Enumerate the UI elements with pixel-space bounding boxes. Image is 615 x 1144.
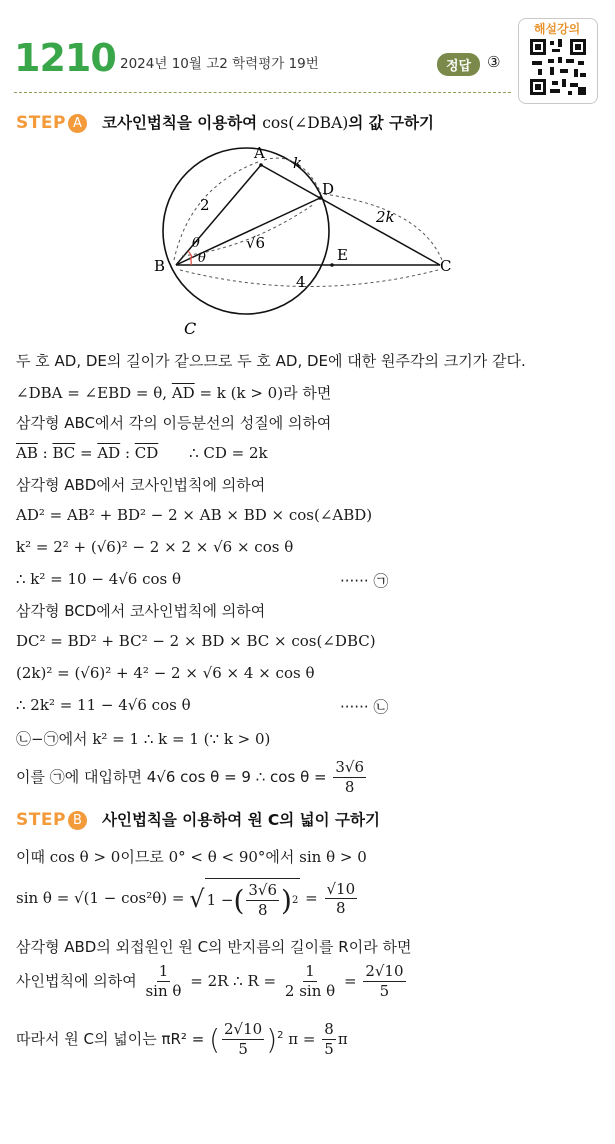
line-2 <box>16 382 331 403</box>
step-b-title: 사인법칙을 이용하여 원 C의 넓이 구하기 <box>102 811 380 829</box>
sin-lhs: sin θ = √(1 − cos²θ) = <box>16 888 185 907</box>
label-circle-C: C <box>184 319 197 338</box>
line-13: ㉡−㉠에서 k² = 1 ∴ k = 1 (∵ k > 0) <box>16 730 271 748</box>
line-10: DC² = BD² + BC² − 2 × BD × BC × cos(∠DBC) <box>16 632 376 650</box>
step-b-letter: B <box>68 811 87 830</box>
line-8-tag: ······ ㉠ <box>340 572 389 590</box>
answer-badge: 정답 <box>437 53 480 76</box>
label-A: A <box>254 144 265 162</box>
line-2b: $\overline{AD}$ <box>171 384 195 402</box>
b4-frac-2: $\frac{1}{\text{2 sin θ}}$ <box>284 962 336 1000</box>
angle-theta-1: θ <box>192 236 200 251</box>
tag-nieun: ㉡ <box>373 698 389 716</box>
geometry-figure <box>150 138 470 338</box>
line-b1: 이때 cos θ > 0이므로 0° < θ < 90°에서 sin θ > 0 <box>16 848 367 866</box>
problem-source: 2024년 10월 고2 학력평가 19번 <box>120 56 319 72</box>
line-11: (2k)² = (√6)² + 4² − 2 × √6 × 4 × cos θ <box>16 664 315 682</box>
inner-fraction: $\frac{3√6}{8}$ <box>248 881 278 919</box>
b5-text: 따라서 원 C의 넓이는 πR² = <box>16 1029 205 1048</box>
step-a-tag: STEP <box>16 113 66 133</box>
line-9: 삼각형 BCD에서 코사인법칙에 의하여 <box>16 602 266 620</box>
line-4: $\overline{AB}$ : $\overline{BC} = \overline{AD}$ : $\overline{CD}$ ∴ CD = 2k <box>16 444 268 462</box>
sin-eq: = <box>305 888 318 907</box>
line-14-text: 이를 ㉠에 대입하면 4√6 cos θ = 9 ∴ cos θ = <box>16 767 327 786</box>
b5-pi: π <box>337 1029 348 1048</box>
step-a-letter: A <box>68 114 87 133</box>
seg-AD: $\overline{AD}$ <box>97 444 121 462</box>
length-AD: k <box>293 154 303 172</box>
b4-frac-1: $\frac{1}{\text{sin θ}}$ <box>145 962 182 1000</box>
line-7: k² = 2² + (√6)² − 2 × 2 × √6 × cos θ <box>16 538 294 556</box>
seg-BC: $\overline{BC}$ <box>52 444 76 462</box>
sin-result-fraction: $\frac{√10}{8}$ <box>326 879 356 918</box>
angle-theta-2: θ <box>198 251 206 266</box>
cos-theta-fraction: $\frac{3√6}{8}$ <box>335 758 365 796</box>
line-5: 삼각형 ABD에서 코사인법칙에 의하여 <box>16 476 266 494</box>
line-6: AD² = AB² + BD² − 2 × AB × BD × cos(∠ABD) <box>16 506 373 524</box>
step-a-heading <box>16 111 434 133</box>
label-B: B <box>154 257 166 275</box>
line-12-tag: ······ ㉡ <box>340 698 389 716</box>
sqrt-inner: 1 − <box>206 891 234 910</box>
b4-frac-3: $\frac{2√10}{5}$ <box>365 962 404 1000</box>
segment-AC <box>261 165 440 265</box>
step-b-heading <box>16 808 380 830</box>
b4-eq: = <box>343 971 357 990</box>
length-AB: 2 <box>200 196 210 214</box>
line-1: 두 호 AD, DE의 길이가 같으므로 두 호 AD, DE에 대한 원주각의 크기가 같다. <box>16 352 526 370</box>
line-b3: 삼각형 ABD의 외접원인 원 C의 반지름의 길이를 R이라 하면 <box>16 938 412 956</box>
header-divider <box>14 92 511 93</box>
b5-frac: $\frac{2√10}{5}$ <box>224 1020 263 1058</box>
qr-label: 해설강의 <box>533 22 581 36</box>
line-b5: 따라서 원 C의 넓이는 πR² = ( $\frac{2√10}{5}$ )$^2$ π = $\frac{8}{5}$ π <box>16 1020 348 1058</box>
length-BC: 4 <box>296 273 306 291</box>
b4-text: 사인법칙에 의하여 <box>16 971 137 990</box>
seg-AB: $\overline{AB}$ <box>16 444 38 462</box>
line-14 <box>16 758 368 797</box>
length-DC: 2k <box>376 208 395 226</box>
line-2c: = k (k > 0)라 하면 <box>194 384 332 402</box>
step-a-title-math: cos(∠DBA) <box>262 114 349 132</box>
line-12: ∴ 2k² = 11 − 4√6 cos θ <box>16 696 191 714</box>
line-2a: ∠DBA = ∠EBD = θ, <box>16 384 168 402</box>
label-E: E <box>337 246 348 264</box>
line-8: ∴ k² = 10 − 4√6 cos θ <box>16 570 182 588</box>
b4-mid: = 2R ∴ R = <box>190 971 277 990</box>
step-a-title-prefix: 코사인법칙을 이용하여 <box>102 114 258 132</box>
line-b2: sin θ = √(1 − cos²θ) = √ 1 − ( $\frac{3√6}{8}$ ) 2 = $\frac{√10}{8}$ <box>16 879 356 919</box>
angle-mark-2 <box>190 257 191 265</box>
length-BD: √6 <box>246 234 266 252</box>
label-D: D <box>322 180 335 198</box>
line-4-result: ∴ CD = 2k <box>189 444 268 462</box>
label-C: C <box>440 257 452 275</box>
b5-result-frac: $\frac{8}{5}$ <box>324 1020 334 1058</box>
step-b-tag: STEP <box>16 810 66 830</box>
seg-CD: $\overline{CD}$ <box>134 444 159 462</box>
line-3: 삼각형 ABC에서 각의 이등분선의 성질에 의하여 <box>16 414 332 432</box>
problem-number: 1210 <box>14 36 116 80</box>
step-a-title-suffix: 의 값 구하기 <box>348 114 434 132</box>
b5-mid: π = <box>288 1029 316 1048</box>
line-b4 <box>16 962 408 1001</box>
tag-giyeok: ㉠ <box>373 572 389 590</box>
answer-value: ③ <box>487 53 501 71</box>
